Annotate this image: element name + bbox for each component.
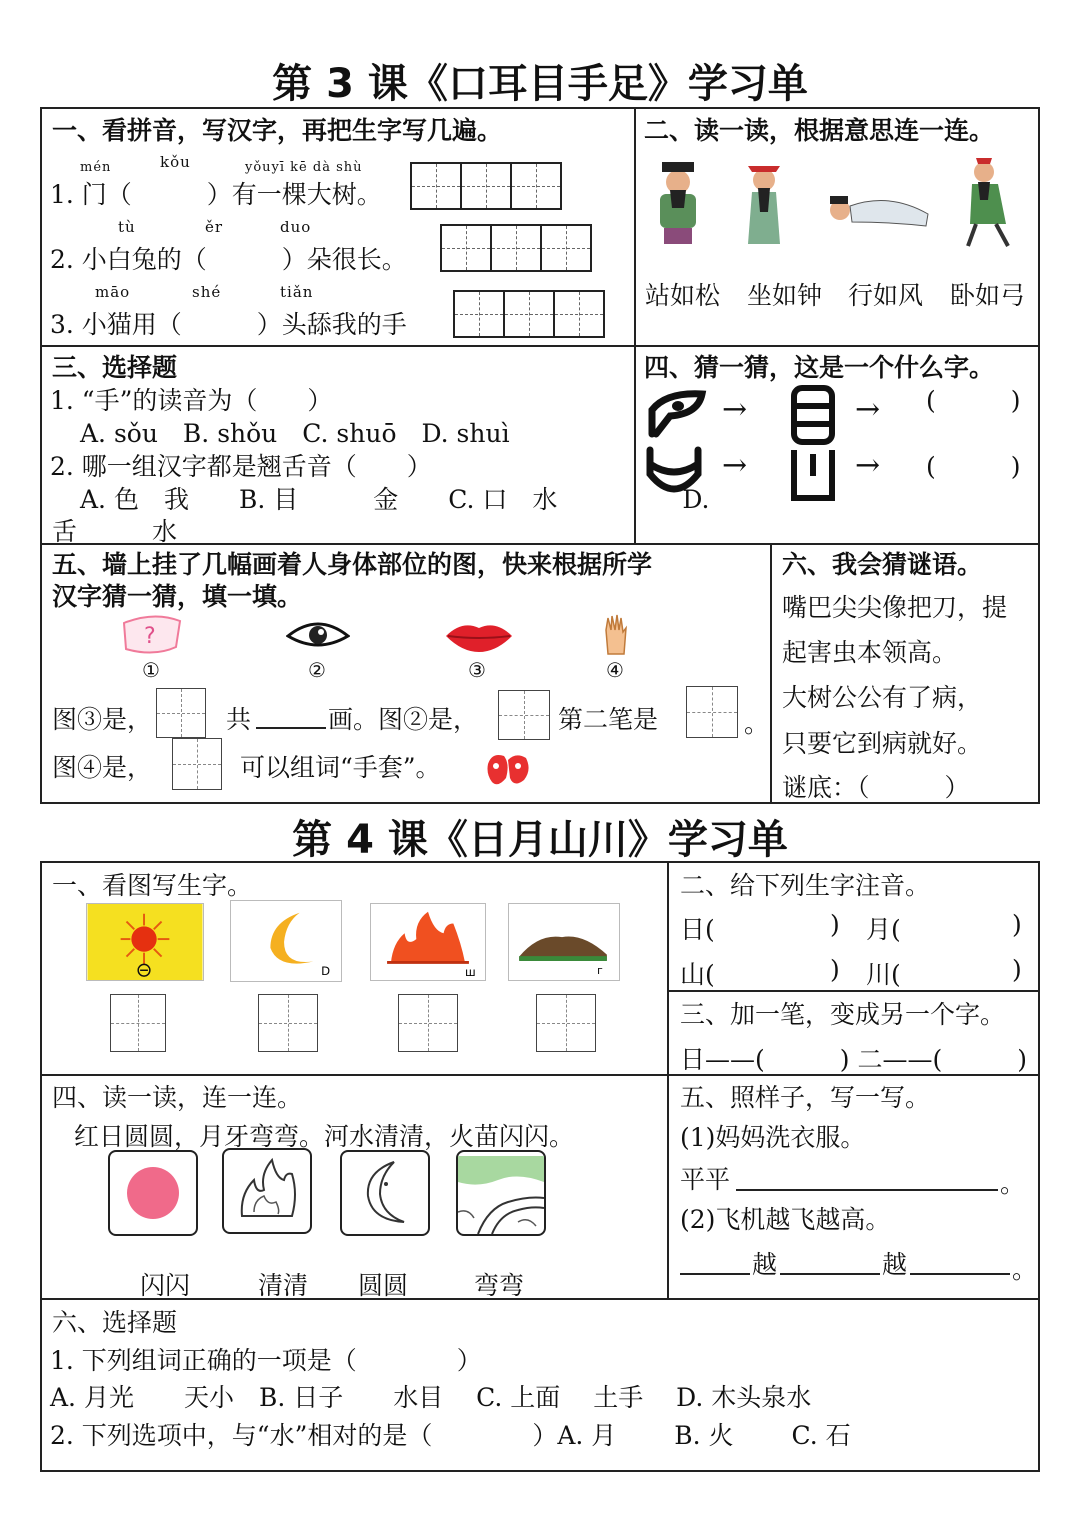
l3-s3-q1: 1. “手”的读音为（ ） [50, 386, 333, 415]
l3-s5-line1-b: 共 [226, 705, 252, 734]
answer-box-second-stroke[interactable] [686, 686, 738, 738]
pinyin-ri-close: ) [830, 910, 840, 939]
svg-text:ш: ш [465, 965, 476, 980]
l3-s2-heading: 二、读一读，根据意思连一连。 [644, 116, 995, 145]
l3-q1-pinyin-a: mén [80, 160, 112, 175]
picture-number-2: ② [308, 658, 326, 682]
lesson4-title: 第 4 课《日月山川》学习单 [292, 817, 788, 863]
river-card[interactable] [456, 1150, 546, 1236]
l4-s5-line1-end: 。 [1000, 1169, 1026, 1198]
l3-s5-line1-d: 第二笔是 [558, 705, 659, 734]
l4-s5-blank-b[interactable] [780, 1273, 880, 1275]
pinyin-shan-close: ) [830, 955, 840, 984]
fire-picture-icon [370, 903, 486, 981]
match-word-1[interactable]: 闪闪 [140, 1271, 191, 1300]
write-box-mountain[interactable] [536, 994, 596, 1052]
standing-figure-icon [748, 166, 780, 244]
l4-s3-heading: 三、加一笔，变成另一个字。 [680, 1000, 1006, 1029]
pinyin-shan-open[interactable]: 山( [680, 960, 715, 989]
l4-s5-blank-a[interactable] [680, 1273, 750, 1275]
lesson4-vdivider [667, 861, 669, 1300]
l4-s5-heading: 五、照样子，写一写。 [680, 1083, 931, 1112]
l3-s5-line1-a: 图③是， [52, 705, 153, 734]
writing-cell[interactable] [440, 224, 492, 272]
l4-s5-yue-1: 越 [752, 1250, 778, 1279]
lips-picture-icon [444, 618, 514, 654]
pinyin-chuan-open[interactable]: 川( [866, 960, 901, 989]
l3-q2-text: 2. 小白兔的（ ）朵很长。 [50, 245, 407, 274]
l4-s5-blank-c[interactable] [910, 1273, 1010, 1275]
crescent-moon-icon [342, 1152, 428, 1234]
write-box-fire[interactable] [398, 994, 458, 1052]
l3-q3-text: 3. 小猫用（ ）头舔我的手 [50, 310, 407, 339]
l4-s4-heading: 四、读一读，连一连。 [52, 1083, 303, 1112]
gloves-icon [484, 750, 532, 790]
sitting-figure-icon [660, 162, 696, 244]
red-sun-card[interactable] [108, 1150, 198, 1236]
svg-text:D: D [321, 964, 331, 979]
riddle-line-1: 嘴巴尖尖像把刀，提 [782, 593, 1008, 622]
l3-q1-pinyin-c: yǒuyī kē dà shù [245, 160, 363, 175]
l3-s6-heading: 六、我会猜谜语。 [782, 550, 983, 579]
lesson3-vdivider-bottom [770, 543, 772, 804]
l3-s3-q2: 2. 哪一组汉字都是翘舌音（ ） [50, 452, 432, 481]
l3-s5-heading-line1: 五、墙上挂了几幅画着人身体部位的图，快来根据所学 [52, 550, 653, 579]
arrow-2: → [722, 448, 748, 483]
pinyin-yue-close: ) [1012, 910, 1022, 939]
match-word-4[interactable]: 弯弯 [474, 1271, 525, 1300]
arrow-3: → [855, 392, 881, 427]
writing-cell[interactable] [460, 162, 512, 210]
writing-cell[interactable] [410, 162, 462, 210]
l3-s3-q1-options: A. sǒu B. shǒu C. shuō D. shuì [80, 419, 510, 448]
ancient-mouth-glyph-icon [646, 444, 702, 500]
l4-s5-line2-end: 。 [1012, 1255, 1038, 1284]
riddle-line-4: 只要它到病就好。 [782, 729, 983, 758]
svg-text:г: г [597, 964, 603, 978]
lesson3-title: 第 3 课《口耳目手足》学习单 [272, 61, 808, 107]
lesson3-divider-1 [40, 345, 1040, 347]
flame-sketch-icon [224, 1150, 310, 1232]
crescent-moon-card[interactable] [340, 1150, 430, 1236]
l4-s5-example1: (1)妈妈洗衣服。 [680, 1123, 866, 1152]
riddle-answer[interactable]: 谜底：（ ） [782, 773, 970, 802]
picture-number-3: ③ [468, 658, 486, 682]
l3-s5-line2-a: 图④是， [52, 753, 153, 782]
stroke-count-blank[interactable] [256, 727, 326, 729]
posture-word-4: 卧如弓 [950, 281, 1026, 310]
posture-word-1: 站如松 [645, 281, 721, 310]
l3-q2-pinyin-c: duo [280, 218, 312, 236]
river-landscape-icon [458, 1152, 544, 1234]
hand-picture-icon [602, 612, 630, 656]
picture-number-4: ④ [606, 658, 624, 682]
l3-q1-pinyin-b: kǒu [160, 153, 191, 171]
seal-eye-glyph-icon [790, 384, 836, 446]
l4-s6-q1-options: A. 月光 天小 B. 日子 水目 C. 上面 土手 D. 木头泉水 [50, 1383, 812, 1412]
l4-s4-sentence: 红日圆圆，月牙弯弯。河水清清，火苗闪闪。 [74, 1122, 575, 1151]
arrow-1: → [722, 392, 748, 427]
l4-s3-row[interactable]: 日——( ) 二——( ) [680, 1045, 1027, 1074]
lesson4-divider-right-1 [667, 990, 1040, 992]
picture-number-1: ① [142, 658, 160, 682]
l4-s6-q1: 1. 下列组词正确的一项是（ ） [50, 1346, 482, 1375]
flame-card[interactable] [222, 1148, 312, 1234]
posture-illustrations [640, 152, 1035, 257]
lesson4-divider-1 [40, 1074, 668, 1076]
riddle-line-2: 起害虫本领高。 [782, 638, 958, 667]
lying-figure-icon [830, 196, 928, 226]
l4-s6-heading: 六、选择题 [52, 1308, 178, 1337]
writing-cell[interactable] [503, 290, 555, 338]
l4-s6-q2: 2. 下列选项中，与“水”相对的是（ ）A. 月 B. 火 C. 石 [50, 1421, 851, 1450]
writing-cell[interactable] [453, 290, 505, 338]
writing-cell[interactable] [540, 224, 592, 272]
l3-q3-pinyin-b: shé [192, 283, 222, 301]
l3-q3-pinyin-a: māo [95, 283, 131, 301]
l4-s5-example2: (2)飞机越飞越高。 [680, 1205, 891, 1234]
writing-cell[interactable] [490, 224, 542, 272]
answer-box-picture3[interactable] [156, 688, 206, 738]
sun-picture-icon [86, 903, 204, 981]
walking-figure-icon [968, 158, 1008, 246]
l3-s5-line1-e: 。 [744, 709, 770, 738]
pinyin-ri-open[interactable]: 日( [680, 915, 715, 944]
arrow-4: → [855, 448, 881, 483]
eye-picture-icon [286, 618, 350, 652]
l4-s5-yue-2: 越 [882, 1250, 908, 1279]
write-box-moon[interactable] [258, 994, 318, 1052]
l3-s5-line1-c: 画。图②是， [328, 705, 479, 734]
l3-s1-heading: 一、看拼音，写汉字，再把生字写几遍。 [52, 116, 503, 145]
answer-box-picture4[interactable] [172, 738, 222, 790]
pinyin-chuan-close: ) [1012, 955, 1022, 984]
write-box-sun[interactable] [110, 994, 166, 1052]
match-word-3[interactable]: 圆圆 [358, 1271, 409, 1300]
l4-s5-line1-prefix: 平平 [680, 1165, 731, 1194]
posture-word-2: 坐如钟 [747, 281, 823, 310]
ancient-eye-glyph-icon [646, 388, 708, 440]
mountain-picture-icon [508, 903, 620, 981]
moon-picture-icon [230, 900, 342, 982]
pinyin-yue-open[interactable]: 月( [866, 915, 901, 944]
l4-s2-heading: 二、给下列生字注音。 [680, 871, 931, 900]
l3-s3-heading: 三、选择题 [52, 353, 178, 382]
seal-mouth-glyph-icon [788, 446, 838, 504]
l3-q1-text: 1. 门（ ）有一棵大树。 [50, 180, 382, 209]
lesson3-vdivider-top [634, 107, 636, 544]
riddle-line-3: 大树公公有了病， [782, 683, 983, 712]
l3-s3-q2-options: A. 色 我 B. 目 金 C. 口 水 D. [80, 485, 710, 514]
l3-q1-writing-grid[interactable] [410, 162, 560, 210]
writing-cell[interactable] [553, 290, 605, 338]
l3-q3-pinyin-c: tiǎn [280, 283, 314, 301]
red-circle-icon [110, 1152, 196, 1234]
answer-blank-1[interactable]: ( ) [926, 386, 1021, 415]
l3-s3-q2-options-tail: 舌 水 [52, 517, 178, 546]
l3-s5-heading-line2: 汉字猜一猜，填一填。 [52, 582, 303, 611]
l3-s5-line2-b: 可以组词“手套”。 [240, 753, 441, 782]
svg-text:?: ? [144, 624, 156, 649]
writing-cell[interactable] [510, 162, 562, 210]
l3-q3-writing-grid[interactable] [453, 290, 603, 338]
l3-q2-pinyin-b: ěr [205, 218, 224, 236]
l3-s4-heading: 四、猜一猜，这是一个什么字。 [644, 353, 995, 382]
l3-q2-pinyin-a: tù [118, 218, 136, 236]
answer-box-picture2[interactable] [498, 690, 550, 740]
l4-s5-line1-blank[interactable] [736, 1189, 998, 1191]
match-word-2[interactable]: 清清 [258, 1271, 309, 1300]
ear-picture-icon [114, 613, 190, 657]
answer-blank-2[interactable]: ( ) [926, 452, 1021, 481]
l3-q2-writing-grid[interactable] [440, 224, 590, 272]
posture-word-3: 行如风 [848, 281, 924, 310]
l4-s1-heading: 一、看图写生字。 [52, 871, 253, 900]
